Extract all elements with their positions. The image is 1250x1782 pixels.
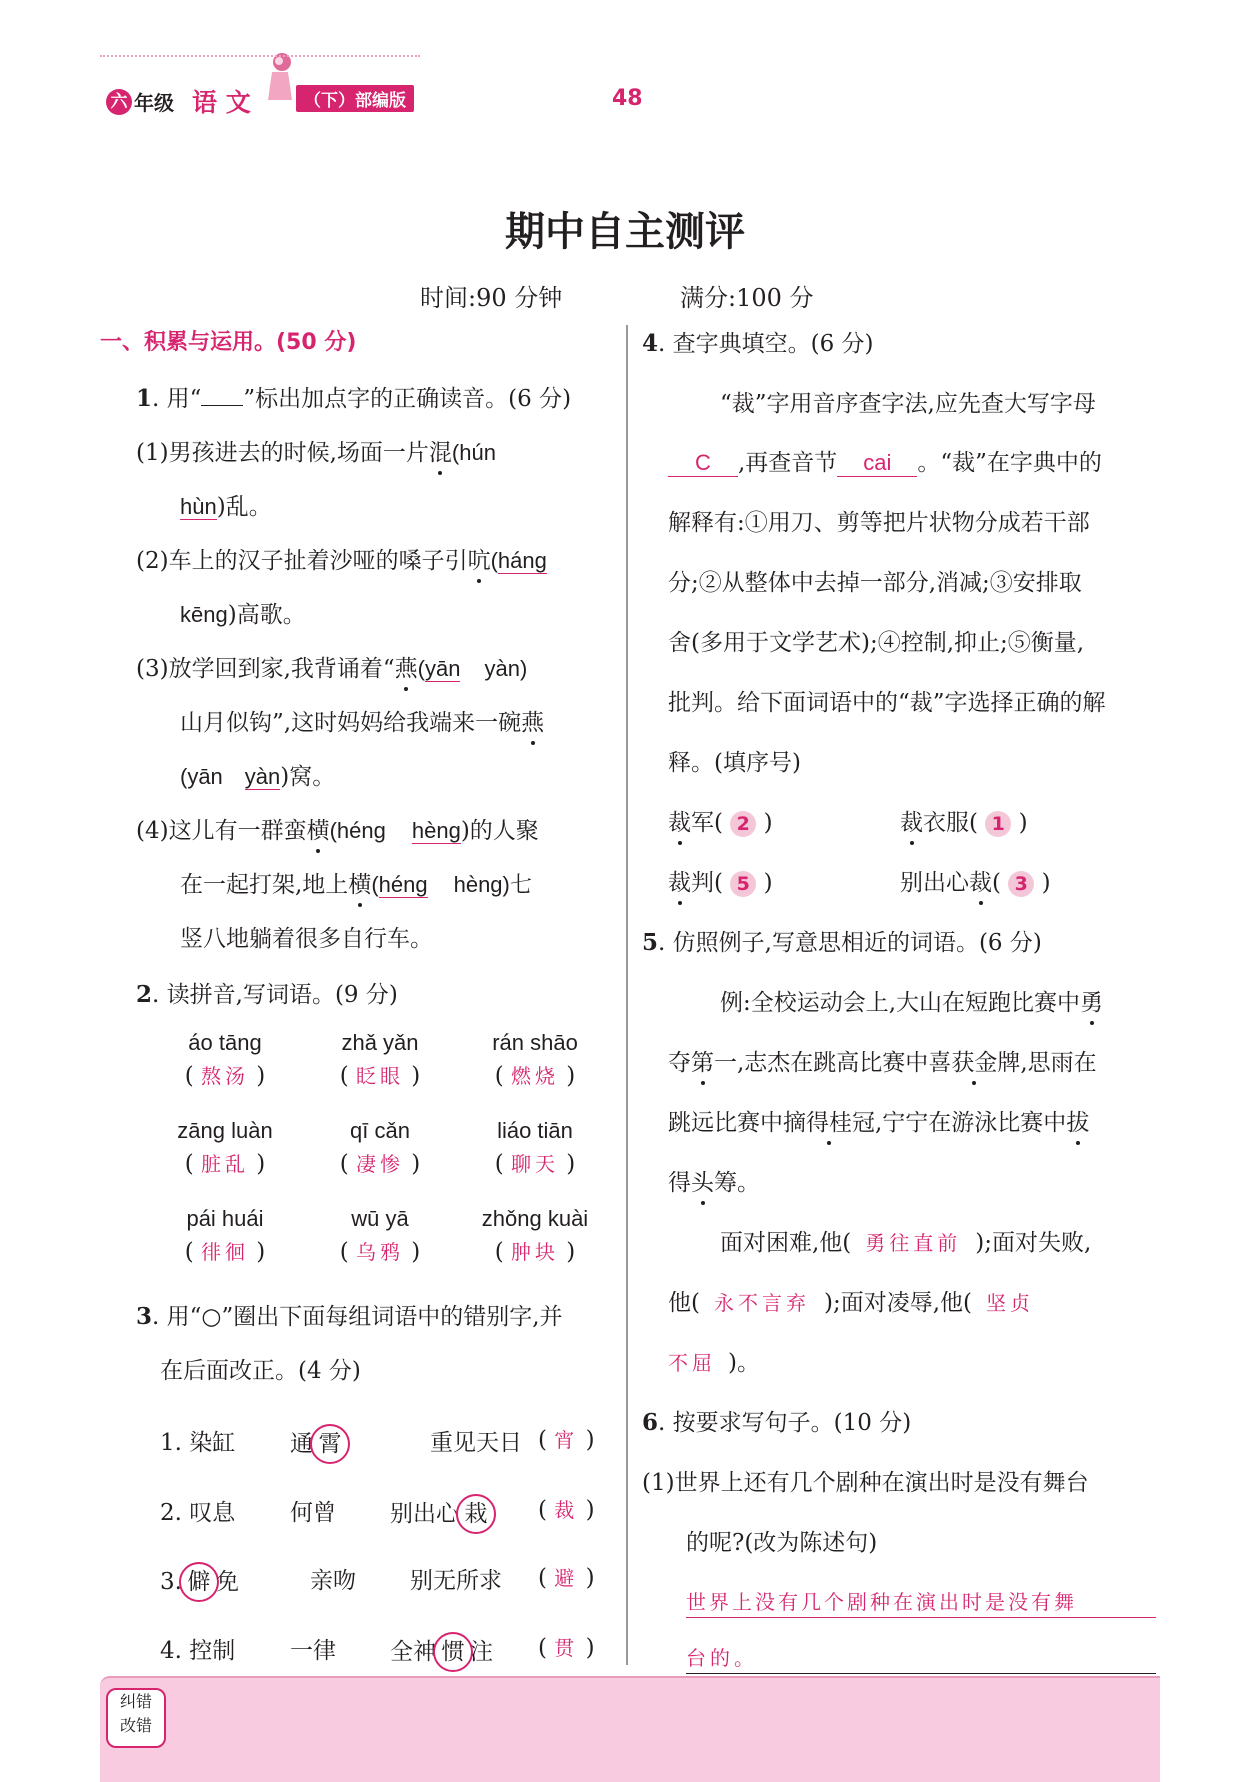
q4-para: 释。(填序号) xyxy=(668,750,801,776)
q4-para: 解释有:①用刀、剪等把片状物分成若干部 xyxy=(668,510,1090,536)
q2-cell: zhǒng kuài ( 肿块 ) xyxy=(481,1206,589,1265)
q4-para: 分;②从整体中去掉一部分,消减;③安排取 xyxy=(668,570,1082,596)
q5-example: 跳远比赛中摘得桂冠,宁宁在游泳比赛中拔 xyxy=(668,1104,1089,1137)
page-number: 48 xyxy=(612,86,643,111)
q6-sentence: (1)世界上还有几个剧种在演出时是没有舞台 xyxy=(642,1470,1089,1496)
q3-stem: 3. 用“○”圈出下面每组词语中的错别字,并 xyxy=(136,1303,563,1330)
q1-item-4: (4)这儿有一群蛮横(héng hèng)的人聚 xyxy=(136,812,539,845)
circled-error: 惯 xyxy=(433,1632,473,1672)
q3-row: 2. 叹息 何曾 别出心 栽 ( 裁 ) xyxy=(160,1488,620,1532)
q2-cell: qī cǎn ( 凄惨 ) xyxy=(339,1118,421,1177)
answer-text: 坚贞 xyxy=(986,1291,1034,1315)
edition-label: （下）部编版 xyxy=(296,85,414,112)
page-title: 期中自主测评 xyxy=(505,209,745,255)
q2-cell: zāng luàn ( 脏乱 ) xyxy=(177,1118,273,1177)
q5-line: 不屈 )。 xyxy=(668,1350,760,1376)
exam-time: 时间:90 分钟 xyxy=(420,284,563,312)
answer-letter: C xyxy=(668,450,738,477)
q4-para: 舍(多用于文学艺术);④控制,抑止;⑤衡量, xyxy=(668,630,1085,656)
q4-item: 别出心裁( 3 ) xyxy=(900,864,1051,897)
answer-syllable: cai xyxy=(837,450,917,477)
q2-stem: 2. 读拼音,写词语。(9 分) xyxy=(136,981,398,1008)
q5-line: 面对困难,他( 勇往直前 );面对失败, xyxy=(720,1230,1092,1256)
q1-item-3-cont: 山月似钩”,这时妈妈给我端来一碗燕 xyxy=(180,704,544,737)
full-score: 满分:100 分 xyxy=(680,284,814,312)
header xyxy=(100,75,430,120)
circled-error: 栽 xyxy=(456,1494,496,1534)
q4-item: 裁判( 5 ) xyxy=(668,864,773,897)
q2-cell: rán shāo ( 燃烧 ) xyxy=(492,1030,578,1089)
q6-answer: 世界上没有几个剧种在演出时是没有舞 xyxy=(686,1586,1156,1618)
q4-para: 批判。给下面词语中的“裁”字选择正确的解 xyxy=(668,690,1106,716)
q2-cell: pái huái ( 徘徊 ) xyxy=(184,1206,266,1265)
footer-band xyxy=(100,1676,1160,1782)
q1-number: 1 xyxy=(136,385,153,412)
q6-answer: 台的。 xyxy=(686,1642,1156,1674)
q3-row: 3. 僻 免 亲吻 别无所求 ( 避 ) xyxy=(160,1556,620,1600)
q5-example: 得头筹。 xyxy=(668,1164,760,1197)
q1-item-2-cont: kēng)高歌。 xyxy=(180,602,306,628)
q5-stem: 5. 仿照例子,写意思相近的词语。(6 分) xyxy=(642,929,1042,956)
q4-stem: 4. 查字典填空。(6 分) xyxy=(642,330,874,357)
q5-line: 他( 永不言弃 );面对凌辱,他( 坚贞 xyxy=(668,1290,1034,1316)
grade-badge: 六 xyxy=(106,89,132,115)
q2-cell: áo tāng ( 熬汤 ) xyxy=(184,1030,266,1089)
q4-item: 裁军( 2 ) xyxy=(668,804,773,837)
q1-item-2: (2)车上的汉子扯着沙哑的嗓子引吭(háng xyxy=(136,542,547,575)
answer-pinyin: háng xyxy=(497,548,547,573)
q4-para: C ,再查音节 cai 。“裁”在字典中的 xyxy=(668,444,1102,477)
q1-item-3-cont2: (yān yàn)窝。 xyxy=(180,764,336,790)
q4-item: 裁衣服( 1 ) xyxy=(900,804,1028,837)
grade-label: 年级 xyxy=(134,91,174,115)
header-rule xyxy=(100,55,420,59)
underline-sample xyxy=(201,405,243,406)
girl-mascot-icon xyxy=(258,50,298,110)
answer-pinyin: héng xyxy=(378,872,428,897)
q1-stem: 1. 用“ ”标出加点字的正确读音。(6 分) xyxy=(136,385,572,412)
circled-error: 霄 xyxy=(310,1424,350,1464)
answer-text: 永不言弃 xyxy=(713,1291,810,1315)
q1-item-4-cont: 在一起打架,地上横(héng hèng)七 xyxy=(180,866,532,899)
q6-sentence: 的呢?(改为陈述句) xyxy=(686,1530,878,1556)
q6-stem: 6. 按要求写句子。(10 分) xyxy=(642,1409,912,1436)
q1-item-1: (1)男孩进去的时候,场面一片混(hún xyxy=(136,434,496,467)
q5-example: 例:全校运动会上,大山在短跑比赛中勇 xyxy=(720,984,1103,1017)
q4-para: “裁”字用音序查字法,应先查大写字母 xyxy=(720,391,1096,417)
q5-example: 夺第一,志杰在跳高比赛中喜获金牌,思雨在 xyxy=(668,1044,1097,1077)
q1-item-3: (3)放学回到家,我背诵着“燕(yān yàn) xyxy=(136,650,527,683)
q3-row: 4. 控制 一律 全神 惯 注 ( 贯 ) xyxy=(160,1626,620,1670)
q3-stem-cont: 在后面改正。(4 分) xyxy=(160,1358,361,1384)
q1-item-1-cont: hùn)乱。 xyxy=(180,494,272,520)
q2-cell: zhǎ yǎn ( 眨眼 ) xyxy=(339,1030,421,1089)
answer-pinyin: hùn xyxy=(180,494,217,519)
answer-text: 勇往直前 xyxy=(865,1231,962,1255)
answer-pinyin: hèng xyxy=(411,818,461,843)
answer-pinyin: yān xyxy=(424,656,461,681)
q2-cell: liáo tiān ( 聊天 ) xyxy=(494,1118,576,1177)
circled-error: 僻 xyxy=(179,1562,219,1602)
correction-badge: 纠错 改错 xyxy=(106,1688,166,1748)
q3-row: 1. 染缸 通 霄 重见天日 ( 宵 ) xyxy=(160,1418,620,1462)
answer-pinyin: yàn xyxy=(244,764,281,789)
q1-item-4-cont2: 竖八地躺着很多自行车。 xyxy=(180,926,433,952)
subject-label: 语 文 xyxy=(192,88,251,117)
section-heading: 一、积累与运用。(50 分) xyxy=(100,330,357,355)
column-divider xyxy=(626,325,628,1665)
q2-grid xyxy=(150,1030,620,1310)
answer-text: 不屈 xyxy=(668,1351,716,1375)
q2-cell: wū yā ( 乌鸦 ) xyxy=(339,1206,421,1265)
